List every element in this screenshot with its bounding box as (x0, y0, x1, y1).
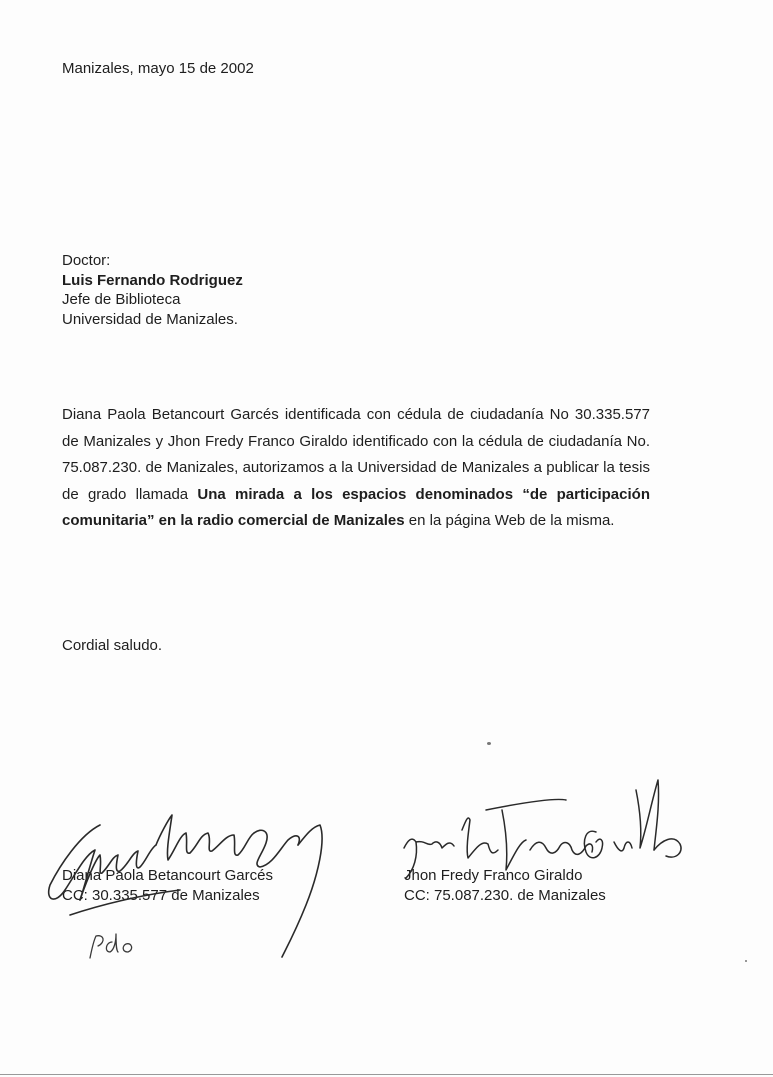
letter-body (62, 402, 650, 535)
recipient-salutation: Doctor: (62, 252, 111, 269)
signatory-left-name: Diana Paola Betancourt Garcés (62, 867, 273, 884)
handwritten-note (86, 928, 146, 963)
body-text-part1: Diana Paola Betancourt Garcés identificada con cédula de ciudadanía No 30.335.577 de Manizales y Jhon Fredy Franco Giraldo identificado con la cédula de ciudadanía No. 75.087.230. de Manizales, autorizamos a la Universidad de Manizales a publicar la tesis de grado llamada (62, 406, 650, 503)
recipient-title: Jefe de Biblioteca (62, 291, 181, 308)
letter-closing: Cordial saludo. (62, 637, 163, 654)
recipient-name: Luis Fernando Rodriguez (62, 271, 243, 289)
signature-left (40, 805, 340, 965)
signatory-left-id: CC: 30.335.577 de Manizales (62, 887, 260, 904)
scan-edge (0, 1074, 773, 1075)
recipient-block (62, 251, 243, 329)
signatory-right-id: CC: 75.087.230. de Manizales (404, 887, 606, 904)
signatory-right-name: Jhon Fredy Franco Giraldo (404, 867, 583, 884)
scan-speck (487, 742, 491, 745)
thesis-title: Una mirada a los espacios denominados “de participación comunitaria” en la radio comercial de Manizales (62, 485, 650, 529)
letter-date: Manizales, mayo 15 de 2002 (62, 60, 254, 77)
recipient-institution: Universidad de Manizales. (62, 310, 238, 328)
body-text-part2: en la página Web de la misma. (404, 512, 615, 529)
signature-right (396, 770, 696, 900)
scan-speck (745, 960, 747, 962)
